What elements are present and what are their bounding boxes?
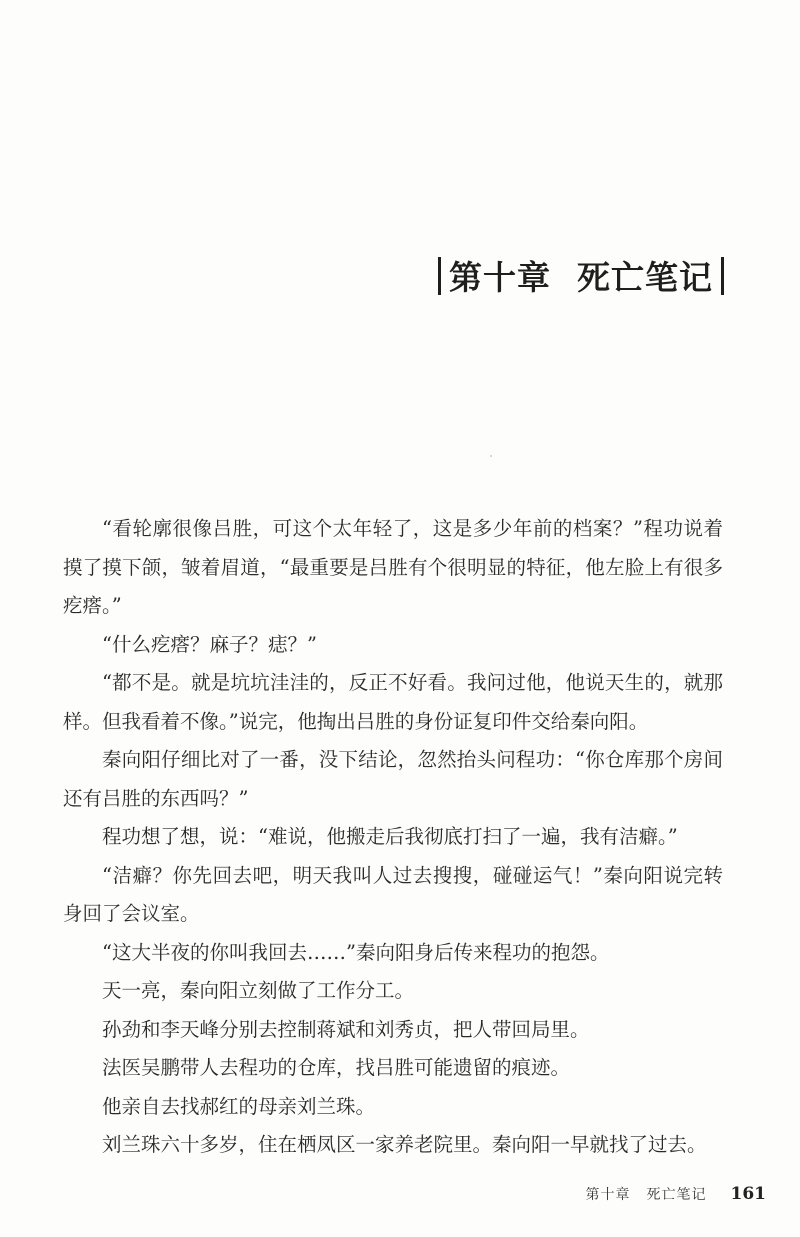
paragraph: 法医吴鹏带人去程功的仓库，找吕胜可能遗留的痕迹。 [102,1056,571,1079]
heading-right-rule [721,257,724,295]
chapter-number: 第十章 [449,258,551,297]
paragraph: “这大半夜的你叫我回去……”秦向阳身后传来程功的抱怨。 [102,940,610,964]
running-footer [586,1184,767,1204]
footer-chapter-title: 死亡笔记 [646,1187,707,1203]
heading-left-rule [438,257,441,295]
page-number: 161 [730,1184,766,1204]
paragraph: 天一亮，秦向阳立刻做了工作分工。 [102,979,415,1002]
paragraph: “看轮廓很像吕胜，可这个太年轻了，这是多少年前的档案？”程功说着摸了摸下颌，皱着眉道，“最重要是吕胜有个很明显的特征，他左脸上有很多疙瘩。” [63,517,723,617]
paragraph: 程功想了想，说：“难说，他搬走后我彻底打扫了一遍，我有洁癖。” [102,825,678,848]
print-speck [490,455,492,457]
paragraph: 孙劲和李天峰分别去控制蒋斌和刘秀贞，把人带回局里。 [102,1017,590,1041]
body-text [63,510,723,1165]
chapter-title: 死亡笔记 [577,258,713,297]
paragraph: “什么疙瘩？麻子？痣？” [102,632,317,656]
paragraph: “洁癖？你先回去吧，明天我叫人过去搜搜，碰碰运气！”秦向阳说完转身回了会议室。 [63,863,723,925]
chapter-heading [438,252,724,299]
paragraph: 刘兰珠六十多岁，住在栖凤区一家养老院里。秦向阳一早就找了过去。 [102,1133,707,1156]
paragraph: “都不是。就是坑坑洼洼的，反正不好看。我问过他，他说天生的，就那样。但我看着不像。”说完，他掏出吕胜的身份证复印件交给秦向阳。 [63,671,723,733]
paragraph: 秦向阳仔细比对了一番，没下结论，忽然抬头问程功：“你仓库那个房间还有吕胜的东西吗？” [63,748,723,810]
footer-chapter-label: 第十章 [585,1187,631,1203]
paragraph: 他亲自去找郝红的母亲刘兰珠。 [102,1094,376,1118]
